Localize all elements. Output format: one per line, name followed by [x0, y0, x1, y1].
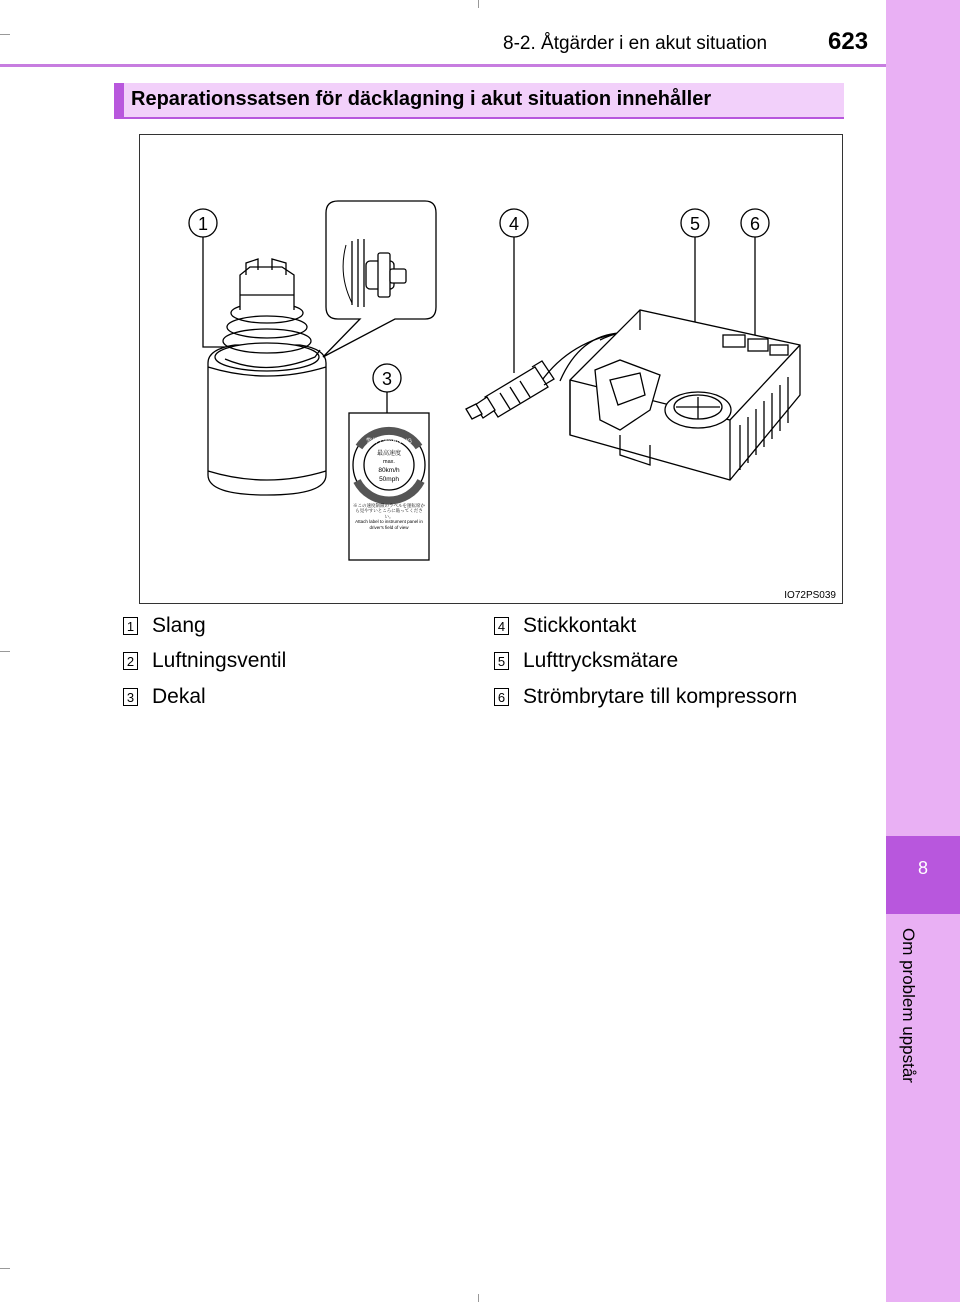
legend-number: 6	[494, 688, 509, 706]
svg-text:5: 5	[689, 214, 701, 234]
crop-mark	[0, 651, 10, 652]
legend-label: Dekal	[152, 685, 206, 708]
svg-text:50mph: 50mph	[379, 476, 399, 483]
chapter-title: Om problem uppstår	[899, 928, 918, 1083]
legend-item-sticker	[123, 684, 206, 710]
legend-label: Stickkontakt	[523, 614, 637, 637]
box-heading-text: Reparationssatsen för däcklagning i akut situation innehåller	[131, 88, 712, 110]
sealant-bottle	[208, 259, 326, 495]
page-number: 623	[828, 28, 869, 55]
legend-number: 4	[494, 617, 509, 635]
figure-code: IO72PS039	[784, 590, 836, 601]
svg-text:4: 4	[508, 214, 520, 234]
legend-item-plug	[494, 613, 636, 639]
repair-kit-illustration	[140, 135, 842, 603]
callout-4	[500, 209, 528, 237]
box-heading	[114, 83, 844, 119]
svg-text:6: 6	[749, 214, 761, 234]
svg-text:最高速度: 最高速度	[376, 451, 402, 457]
repair-kit-figure	[139, 134, 843, 604]
legend-label: Strömbrytare till kompressorn	[523, 685, 798, 708]
legend-number: 2	[123, 652, 138, 670]
callout-6	[741, 209, 769, 237]
svg-text:3: 3	[381, 369, 393, 389]
legend-number: 3	[123, 688, 138, 706]
crop-mark	[478, 0, 479, 8]
svg-text:80km/h: 80km/h	[378, 467, 400, 474]
sticker-jp-note: ※この速度制限のラベルを運転席から見やすいところに貼ってください。	[353, 503, 425, 519]
callout-5	[681, 209, 709, 237]
speed-label-sticker	[349, 413, 429, 560]
svg-text:1: 1	[197, 214, 209, 234]
legend-item-hose	[123, 613, 206, 639]
callout-3	[373, 364, 401, 392]
crop-mark	[0, 1268, 10, 1269]
legend-number: 5	[494, 652, 509, 670]
svg-text:警告 / WARNING: 警告 / WARNING	[366, 439, 412, 445]
valve-zoom-bubble	[323, 201, 436, 357]
crop-mark	[0, 34, 10, 35]
legend-label: Lufttrycksmätare	[523, 649, 679, 672]
svg-text:max.: max.	[383, 459, 395, 465]
legend-number: 1	[123, 617, 138, 635]
sticker-en-note: Attach label to instrument panel in driver's field of view	[355, 519, 423, 530]
section-title: 8-2. Åtgärder i en akut situation	[503, 33, 768, 54]
legend-item-pressure-gauge	[494, 648, 678, 674]
legend-item-vent-valve	[123, 648, 286, 674]
chapter-number: 8	[917, 858, 928, 878]
legend-label: Luftningsventil	[152, 649, 287, 672]
legend-label: Slang	[152, 614, 206, 637]
crop-mark	[478, 1294, 479, 1302]
header-divider	[0, 64, 886, 67]
callout-1	[189, 209, 217, 237]
legend-item-compressor-switch	[494, 684, 797, 710]
heading-accent-bar	[114, 83, 124, 117]
